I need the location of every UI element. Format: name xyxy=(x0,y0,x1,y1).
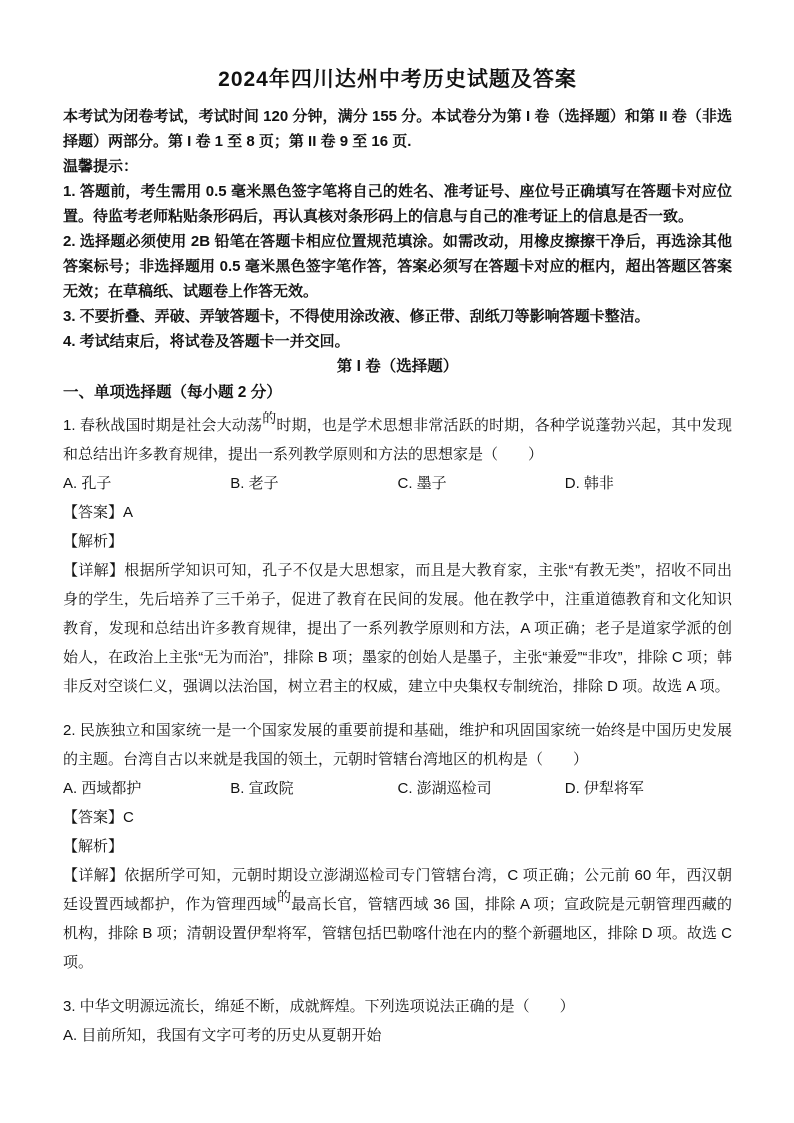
question-1-block xyxy=(63,411,732,701)
question-1-text-pre: 1. 春秋战国时期是社会大动荡 xyxy=(63,417,263,434)
question-1-answer: 【答案】A xyxy=(63,504,134,521)
question-1-option-a: A. 孔子 xyxy=(63,475,112,492)
instruction-item-4: 4. 考试结束后，将试卷及答题卡一并交回。 xyxy=(63,333,350,350)
question-2-options-row xyxy=(63,774,732,803)
question-2-detail xyxy=(63,861,732,977)
question-2-block xyxy=(63,716,732,977)
question-2-text: 2. 民族独立和国家统一是一个国家发展的重要前提和基础，维护和巩固国家统一始终是中国历史发展的主题。台湾自古以来就是我国的领土，元朝时管辖台湾地区的机构是（ ） xyxy=(63,722,732,768)
question-1-superscript: 的 xyxy=(262,410,277,426)
instruction-item-2: 2. 选择题必须使用 2B 铅笔在答题卡相应位置规范填涂。如需改动，用橡皮擦擦干净后，再选涂其他答案标号；非选择题用 0.5 毫米黑色签字笔作答，答案必须写在答题卡对应的框内，超出答题区答案无效；在草稿纸、试题卷上作答无效。 xyxy=(63,233,732,300)
question-3-option-a: A. 目前所知，我国有文字可考的历史从夏朝开始 xyxy=(63,1027,382,1044)
question-2-option-c: C. 澎湖巡检司 xyxy=(397,780,492,797)
question-1-option-b: B. 老子 xyxy=(230,475,279,492)
question-2-answer: 【答案】C xyxy=(63,809,134,826)
exam-instructions-block xyxy=(63,104,732,354)
question-1-detail: 【详解】根据所学知识可知，孔子不仅是大思想家，而且是大教育家，主张“有教无类”，招收不同出身的学生，先后培养了三千弟子，促进了教育在民间的发展。他在教学中，注重道德教育和文化知识教育，发现和总结出许多教育规律，提出了一系列教学原则和方法，A 项正确；老子是道家学派的创始人，在政治上主张“无为而治”，排除 B 项；墨家的创始人是墨子，主张“兼爱”“非攻”，排除 C 项；韩非反对空谈仁义，强调以法治国，树立君主的权威，建立中央集权专制统治，排除 D 项。故选 A 项。 xyxy=(63,562,732,695)
question-2-detail-pre: 【详解】依据所学可知，元朝时期设立澎湖巡检司专门管辖台湾，C 项正确；公元前 60 年，西汉朝廷设置西域都护，作为管理西域 xyxy=(63,867,732,913)
question-2-option-b: B. 宣政院 xyxy=(230,780,294,797)
question-1-options-row xyxy=(63,469,732,498)
section-1-heading: 第 I 卷（选择题） xyxy=(336,358,459,375)
multiple-choice-heading: 一、单项选择题（每小题 2 分） xyxy=(63,384,282,401)
question-3-text: 3. 中华文明源远流长，绵延不断，成就辉煌。下列选项说法正确的是（ ） xyxy=(63,998,575,1015)
exam-overview-text: 本考试为闭卷考试，考试时间 120 分钟，满分 155 分。本试卷分为第 I 卷（选择题）和第 II 卷（非选择题）两部分。第 I 卷 1 至 8 页；第 II 卷 9 至 16 页. xyxy=(63,108,732,150)
question-2-option-d: D. 伊犁将军 xyxy=(564,780,644,797)
question-1-option-d: D. 韩非 xyxy=(564,475,614,492)
question-2-option-a: A. 西域都护 xyxy=(63,780,142,797)
instruction-item-3: 3. 不要折叠、弄破、弄皱答题卡，不得使用涂改液、修正带、刮纸刀等影响答题卡整洁。 xyxy=(63,308,650,325)
instruction-item-1: 1. 答题前，考生需用 0.5 毫米黑色签字笔将自己的姓名、准考证号、座位号正确填写在答题卡对应位置。待监考老师粘贴条形码后，再认真核对条形码上的信息与自己的准考证上的信息是否一致。 xyxy=(63,183,732,225)
question-2-detail-superscript: 的 xyxy=(276,889,292,905)
question-3-block xyxy=(63,992,732,1050)
question-1-option-c: C. 墨子 xyxy=(397,475,447,492)
question-2-detail-post: 最高长官，管辖西域 36 国，排除 A 项；宣政院是元朝管理西藏的机构，排除 B 项；清朝设置伊犁将军，管辖包括巴勒喀什池在内的整个新疆地区，排除 D 项。故选 C 项。 xyxy=(63,896,732,971)
question-1-analysis-label: 【解析】 xyxy=(63,533,124,550)
question-1-text-post: 时期，也是学术思想非常活跃的时期，各种学说蓬勃兴起，其中发现和总结出许多教育规律，提出一系列教学原则和方法的思想家是（ ） xyxy=(63,417,732,463)
question-2-analysis-label: 【解析】 xyxy=(63,838,124,855)
question-1-text xyxy=(63,411,732,469)
tips-heading: 温馨提示： xyxy=(63,158,139,175)
document-title: 2024年四川达州中考历史试题及答案 xyxy=(218,68,577,91)
